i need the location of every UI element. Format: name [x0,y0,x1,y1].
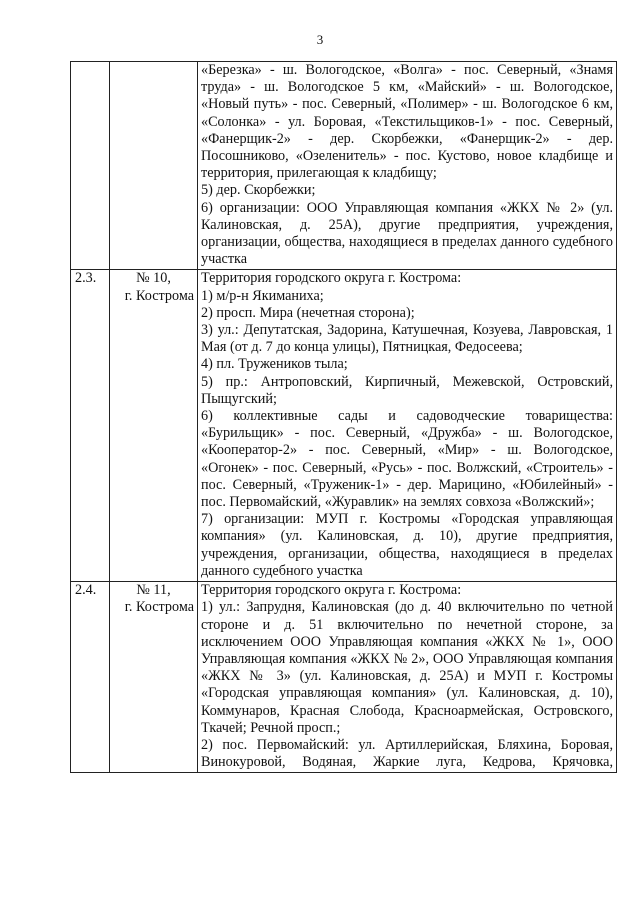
description-paragraph: 5) пр.: Антроповский, Кирпичный, Межевской, Островский, Пыщугский; [201,373,613,407]
description-paragraph: 6) организации: ООО Управляющая компания «ЖКХ № 2» (ул. Калиновская, д. 25А), другие предприятия, учреждения, организации, общества, находящиеся в пределах данного судебного участка [201,199,613,268]
page-number: 3 [316,32,324,47]
row-number: 2.4. [71,582,110,773]
description-paragraph: 2) пос. Первомайский: ул. Артиллерийская, Бляхина, Боровая, Винокуровой, Водяная, Жаркие луга, Кедрова, Крячовка, [201,736,613,771]
description-paragraph: 7) организации: МУП г. Костромы «Городская управляющая компания» (ул. Калиновская, д. 10), другие предприятия, учреждения, организации, общества, находящиеся в пределах данного судебного участка [201,511,613,579]
territory-description [198,582,617,773]
description-paragraph: 2) просп. Мира (нечетная сторона); [201,304,415,321]
court-city: г. Кострома [124,599,194,616]
court-city: г. Кострома [124,287,194,304]
description-paragraph: Территория городского округа г. Кострома: [201,270,462,287]
description-paragraph: 1) ул.: Запрудня, Калиновская (до д. 40 включительно по четной стороне и д. 51 включительно по нечетной стороне, за исключением ООО Управляющая компания «ЖКХ № 1», ООО Управляющая компания «ЖКХ № 2», ООО Управляющая компания «ЖКХ № 3» (ул. Калиновская, д. 25А) и МУП г. Костромы «Городская управляющая компания» (ул. Калиновская, д. 10), Коммунаров, Красная Слобода, Красноармейская, Островского, Ткачей; Речной просп.; [201,599,613,736]
row-number: 2.3. [71,270,110,582]
court-cell [110,62,198,270]
court-cell [110,582,198,773]
court-number: № 11, [136,582,171,599]
table-row [71,582,617,773]
court-number: № 10, [136,270,171,287]
description-paragraph: 3) ул.: Депутатская, Задорина, Катушечная, Козуева, Лавровская, 1 Мая (от д. 7 до конца улицы), Пятницкая, Федосеева; [201,322,613,356]
territory-description [198,270,617,582]
court-cell [110,270,198,582]
court-districts-table [70,61,617,773]
description-paragraph: 4) пл. Тружеников тыла; [201,356,348,373]
territory-description [198,62,617,270]
description-paragraph: 5) дер. Скорбежки; [201,182,316,199]
table-row [71,62,617,270]
description-paragraph: Территория городского округа г. Кострома: [201,582,462,599]
description-paragraph: «Березка» - ш. Вологодское, «Волга» - пос. Северный, «Знамя труда» - ш. Вологодское 5 км, «Майский» - ш. Вологодское, «Новый путь» - пос. Северный, «Полимер» - ш. Вологодское 6 км, «Солонка» - ул. Боровая, «Текстильщиков-1» - пос. Северный, «Фанерщик-2» - дер. Скорбежки, «Фанерщик-2» - дер. Посошниково, «Озеленитель» - пос. Кустово, новое кладбище и территория, прилегающая к кладбищу; [201,62,613,182]
table-row [71,270,617,582]
description-paragraph: 1) м/р-н Якиманиха; [201,287,324,304]
row-number [71,62,110,270]
description-paragraph: 6) коллективные сады и садоводческие товарищества: «Бурильщик» - пос. Северный, «Дружба» - ш. Вологодское, «Кооператор-2» - пос. Северный, «Мир» - ш. Вологодское, «Огонек» - пос. Северный, «Русь» - пос. Волжский, «Строитель» - пос. Северный, «Труженик-1» - дер. Марицино, «Юбилейный» - пос. Первомайский, «Журавлик» на землях совхоза «Волжский»; [201,408,613,511]
